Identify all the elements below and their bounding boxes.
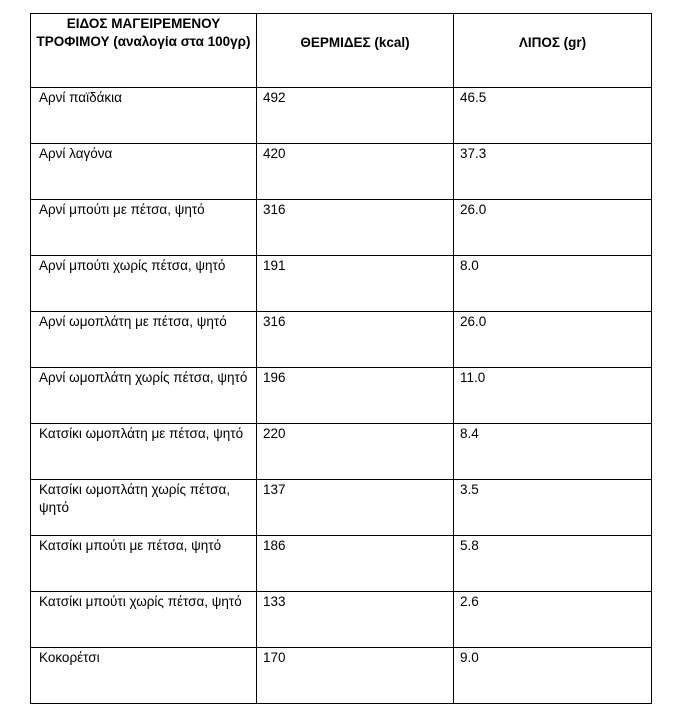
fat-cell: 26.0: [454, 200, 652, 256]
food-name-cell: Αρνί λαγόνα: [31, 144, 257, 200]
fat-cell: 46.5: [454, 88, 652, 144]
header-food-type: ΕΙΔΟΣ ΜΑΓΕΙΡΕΜΕΝΟΥ ΤΡΟΦΙΜΟΥ (αναλογία στα 100γρ): [31, 14, 257, 88]
food-name-cell: Κοκορέτσι: [31, 648, 257, 704]
fat-cell: 3.5: [454, 480, 652, 536]
calories-cell: 420: [257, 144, 454, 200]
header-fat: ΛΙΠΟΣ (gr): [454, 14, 652, 88]
calories-cell: 316: [257, 312, 454, 368]
calories-cell: 220: [257, 424, 454, 480]
fat-cell: 9.0: [454, 648, 652, 704]
table-row: [31, 536, 652, 592]
food-name-cell: Αρνί ωμοπλάτη χωρίς πέτσα, ψητό: [31, 368, 257, 424]
food-name-cell: Κατσίκι μπούτι με πέτσα, ψητό: [31, 536, 257, 592]
food-name-cell: Αρνί μπούτι με πέτσα, ψητό: [31, 200, 257, 256]
fat-cell: 8.4: [454, 424, 652, 480]
fat-cell: 11.0: [454, 368, 652, 424]
table-row: [31, 424, 652, 480]
calories-cell: 316: [257, 200, 454, 256]
calories-cell: 137: [257, 480, 454, 536]
fat-cell: 2.6: [454, 592, 652, 648]
fat-cell: 8.0: [454, 256, 652, 312]
food-name-cell: Αρνί ωμοπλάτη με πέτσα, ψητό: [31, 312, 257, 368]
calories-cell: 191: [257, 256, 454, 312]
food-name-cell: Κατσίκι μπούτι χωρίς πέτσα, ψητό: [31, 592, 257, 648]
calories-cell: 492: [257, 88, 454, 144]
table-row: [31, 368, 652, 424]
fat-cell: 26.0: [454, 312, 652, 368]
table-row: [31, 144, 652, 200]
calories-cell: 170: [257, 648, 454, 704]
table-row: [31, 256, 652, 312]
calories-cell: 186: [257, 536, 454, 592]
nutrition-table: [30, 13, 652, 704]
table-row: [31, 648, 652, 704]
food-name-cell: Αρνί μπούτι χωρίς πέτσα, ψητό: [31, 256, 257, 312]
header-calories: ΘΕΡΜΙΔΕΣ (kcal): [257, 14, 454, 88]
table-row: [31, 200, 652, 256]
food-name-cell: Αρνί παϊδάκια: [31, 88, 257, 144]
table-row: [31, 312, 652, 368]
table-body: [31, 88, 652, 704]
calories-cell: 133: [257, 592, 454, 648]
table-row: [31, 480, 652, 536]
food-name-cell: Κατσίκι ωμοπλάτη χωρίς πέτσα, ψητό: [31, 480, 257, 536]
calories-cell: 196: [257, 368, 454, 424]
food-name-cell: Κατσίκι ωμοπλάτη με πέτσα, ψητό: [31, 424, 257, 480]
fat-cell: 37.3: [454, 144, 652, 200]
table-row: [31, 88, 652, 144]
table-row: [31, 592, 652, 648]
fat-cell: 5.8: [454, 536, 652, 592]
table-header-row: [31, 14, 652, 88]
